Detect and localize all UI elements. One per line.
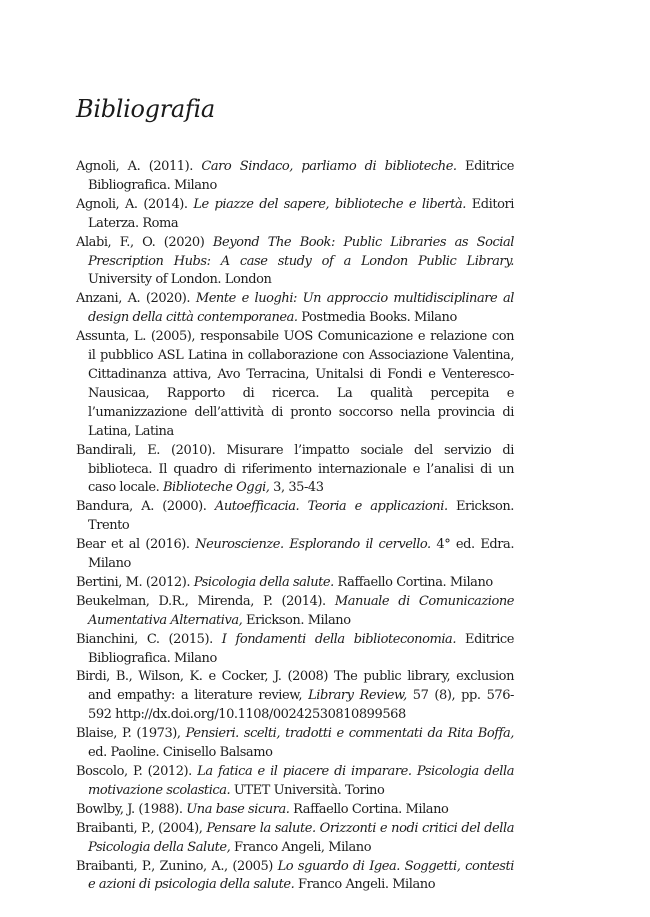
entry-author-text: Bowlby, J. (1988). <box>76 801 187 817</box>
entry-author-text: Beukelman, D.R., Mirenda, P. (2014). <box>76 593 335 609</box>
bibliography-entry <box>76 290 514 328</box>
entry-italic-title: Lo sguardo di Igea. Soggetti, contesti e azioni di psicologia della salute. <box>88 858 514 893</box>
entry-author-text: Anzani, A. (2020). <box>76 291 196 307</box>
entry-italic-title: Neuroscienze. Esplorando il cervello. <box>195 537 431 553</box>
bibliography-entry <box>76 763 514 801</box>
bibliography-entry <box>76 196 514 234</box>
entry-italic-title: La fatica e il piacere di imparare. Psicologia della motivazione scolastica. <box>88 764 515 798</box>
bibliography-list <box>76 158 514 895</box>
entry-author-text: Bianchini, C. (2015). <box>76 631 222 647</box>
entry-author-text: Bear et al (2016). <box>76 537 196 553</box>
bibliography-entry <box>76 442 514 499</box>
entry-author-text: Braibanti, P., Zunino, A., (2005) <box>76 858 278 874</box>
entry-italic-title: Le piazze del sapere, biblioteche e libertà. <box>193 196 466 212</box>
entry-publisher-text: Raffaello Cortina. Milano <box>333 574 493 590</box>
entry-publisher-text: 4° ed. Edra. Milano <box>88 537 515 572</box>
entry-publisher-text: University of London. London <box>88 272 272 288</box>
entry-publisher-text: Editrice Bibliografica. Milano <box>88 631 515 666</box>
bibliography-entry <box>76 158 514 196</box>
entry-italic-title: Library Review, <box>308 688 407 704</box>
entry-italic-title: Psicologia della salute. <box>193 574 334 590</box>
entry-italic-title: Biblioteche Oggi, <box>162 480 270 496</box>
entry-author-text: Braibanti, P., (2004), <box>76 820 207 836</box>
entry-author-text: Blaise, P. (1973), <box>76 726 186 742</box>
entry-publisher-text: 3, 35-43 <box>269 480 324 496</box>
entry-author-text: Agnoli, A. (2011). <box>76 159 202 174</box>
entry-publisher-text: Franco Angeli, Milano <box>230 839 372 855</box>
entry-publisher-text: Editrice Bibliografica. Milano <box>88 159 515 193</box>
entry-italic-title: I fondamenti della biblioteconomia. <box>221 631 457 647</box>
bibliography-entry <box>76 574 514 593</box>
entry-italic-title: Autoefficacia. Teoria e applicazioni. <box>214 499 448 515</box>
bibliography-entry <box>76 234 514 291</box>
entry-author-text: Bertini, M. (2012). <box>76 574 194 590</box>
entry-italic-title: Una base sicura. <box>186 801 290 817</box>
entry-author-text: Alabi, F., O. (2020) <box>76 234 213 250</box>
entry-italic-title: Caro Sindaco, parliamo di biblioteche. <box>201 159 457 174</box>
entry-italic-title: Mente e luoghi: Un approccio multidisciplinare al design della città contemporanea. <box>88 291 514 326</box>
entry-author-text: Birdi, B., Wilson, K. e Cocker, J. (2008) The public library, exclusion and empathy: a literature review, <box>76 669 514 704</box>
bibliography-entry <box>76 858 514 896</box>
entry-publisher-text: Erickson. Trento <box>88 499 514 534</box>
bibliography-entry <box>76 498 514 536</box>
section-title: Bibliografia <box>76 95 215 123</box>
bibliography-entry <box>76 536 514 574</box>
entry-publisher-text: UTET Università. Torino <box>230 782 385 798</box>
entry-author-text: Boscolo, P. (2012). <box>76 764 198 779</box>
entry-author-text: Bandirali, E. (2010). Misurare l’impatto sociale del servizio di biblioteca. Il quadro di riferimento internazionale e l’analisi di un caso locale. <box>76 442 514 496</box>
bibliography-entry <box>76 631 514 669</box>
entry-author-text: Bandura, A. (2000). <box>76 499 215 515</box>
entry-publisher-text: 57 (8), pp. 576-592 http://dx.doi.org/10.1108/00242530810899568 <box>88 688 514 723</box>
bibliography-entry <box>76 328 514 441</box>
entry-publisher-text: Postmedia Books. Milano <box>297 310 457 326</box>
entry-italic-title: Pensieri. scelti, tradotti e commentati da Rita Boffa, <box>185 726 514 742</box>
entry-publisher-text: Franco Angeli. Milano <box>294 877 436 893</box>
bibliography-entry <box>76 593 514 631</box>
bibliography-entry <box>76 725 514 763</box>
entry-publisher-text: Erickson. Milano <box>242 612 351 628</box>
bibliography-entry <box>76 801 514 820</box>
entry-publisher-text: Editori Laterza. Roma <box>88 196 514 231</box>
bibliography-entry <box>76 820 514 858</box>
entry-publisher-text: Raffaello Cortina. Milano <box>289 801 449 817</box>
entry-italic-title: Manuale di Comunicazione Aumentativa Alternativa, <box>88 593 514 628</box>
entry-publisher-text: ed. Paoline. Cinisello Balsamo <box>88 745 273 761</box>
entry-author-text: Agnoli, A. (2014). <box>76 196 194 212</box>
entry-italic-title: Pensare la salute. Orizzonti e nodi critici del della Psicologia della Salute, <box>88 820 514 855</box>
bibliography-entry <box>76 668 514 725</box>
entry-italic-title: Beyond The Book: Public Libraries as Social Prescription Hubs: A case study of a London Public Library. <box>88 234 514 269</box>
entry-author-text: Assunta, L. (2005), responsabile UOS Comunicazione e relazione con il pubblico ASL Latina in collaborazione con Associazione Valentina, Cittadinanza attiva, Avo Terracina, Unitalsi di Fondi e Venteresco-Nausicaa, Rapporto di ricerca. La qualità percepita e l’umanizzazione dell’attività di pronto soccorso nella provincia di Latina, Latina <box>76 329 514 439</box>
